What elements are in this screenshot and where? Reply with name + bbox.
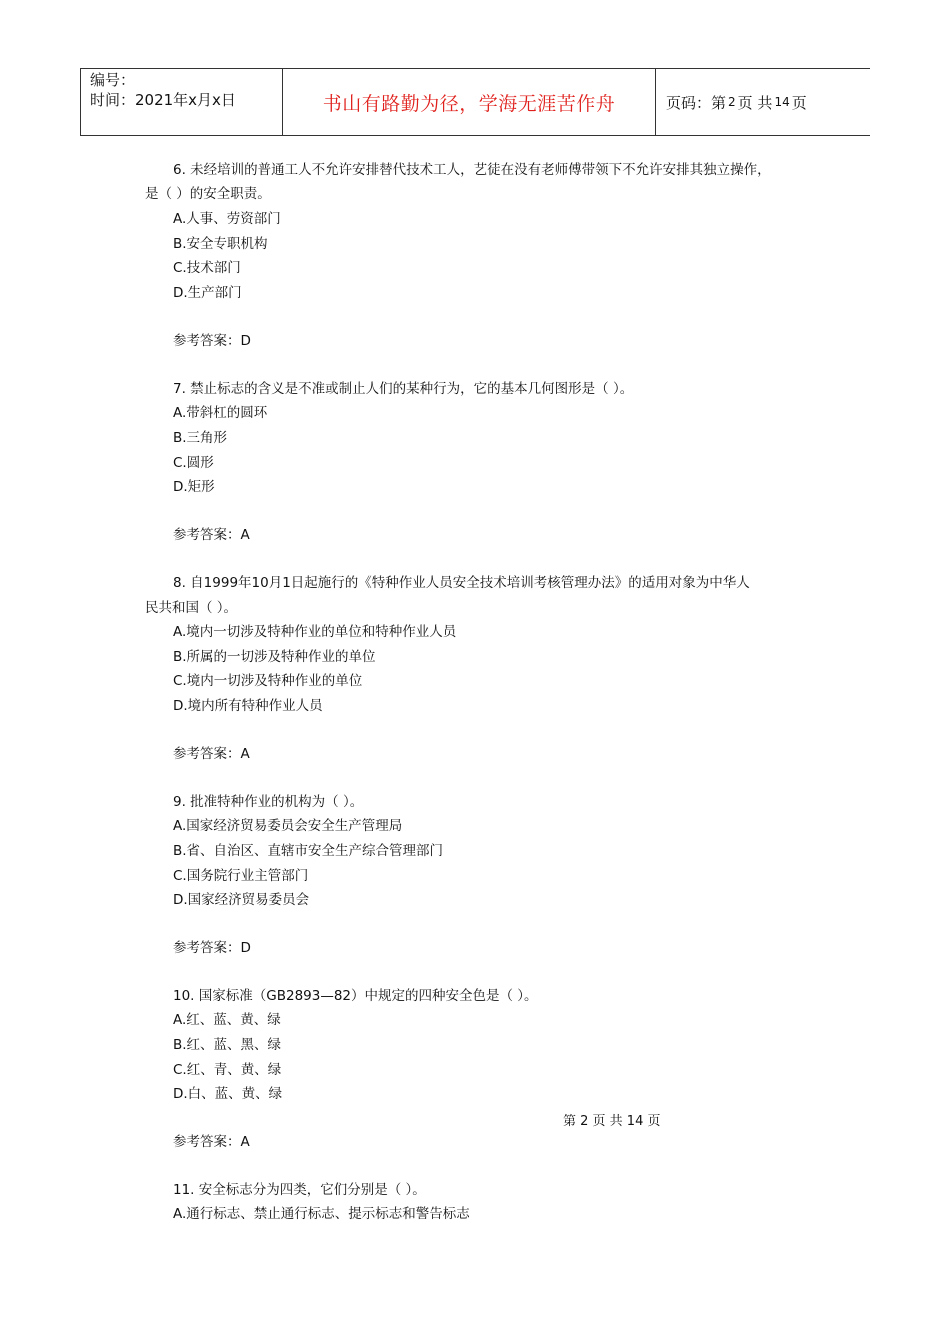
doc-id-label: 编号： (90, 71, 136, 89)
page-total: 14 (774, 95, 790, 109)
page-header (80, 68, 870, 136)
question-9-option-c: C.国务院行业主管部门 (173, 868, 309, 884)
question-8-answer: 参考答案：A (173, 746, 250, 762)
question-8-option-a: A.境内一切涉及特种作业的单位和特种作业人员 (173, 624, 457, 640)
question-7-stem: 7. 禁止标志的含义是不准或制止人们的某种行为，它的基本几何图形是（ ）。 (173, 381, 634, 397)
page-mid: 页 共 (737, 93, 773, 112)
question-9-option-b: B.省、自治区、直辖市安全生产综合管理部门 (173, 843, 444, 859)
header-slogan: 书山有路勤为径，学海无涯苦作舟 (283, 69, 656, 135)
page-footer-number: 第 2 页 共 14 页 (563, 1114, 661, 1129)
page-suffix: 页 (791, 93, 807, 112)
question-8-option-d: D.境内所有特种作业人员 (173, 698, 323, 714)
question-8-option-b: B.所属的一切涉及特种作业的单位 (173, 649, 376, 665)
question-6-option-c: C.技术部门 (173, 260, 241, 276)
question-6-option-d: D.生产部门 (173, 285, 242, 301)
question-10-option-c: C.红、青、黄、绿 (173, 1062, 282, 1078)
question-7-option-d: D.矩形 (173, 479, 215, 495)
question-9-stem: 9. 批准特种作业的机构为（ ）。 (173, 794, 364, 810)
page-current: 2 (728, 95, 736, 109)
question-9-option-d: D.国家经济贸易委员会 (173, 892, 310, 908)
page-prefix: 页码：第 (666, 93, 727, 112)
question-10-option-d: D.白、蓝、黄、绿 (173, 1086, 283, 1102)
question-7-option-b: B.三角形 (173, 430, 228, 446)
question-6-stem-cont: 是（ ）的安全职责。 (145, 186, 271, 202)
doc-time-label: 时间：2021年x月x日 (90, 91, 236, 109)
question-6-option-b: B.安全专职机构 (173, 236, 268, 252)
question-10-option-b: B.红、蓝、黑、绿 (173, 1037, 282, 1053)
question-6-option-a: A.人事、劳资部门 (173, 211, 281, 227)
question-10-stem: 10. 国家标准（GB2893—82）中规定的四种安全色是（ ）。 (173, 988, 538, 1004)
question-6-stem: 6. 未经培训的普通工人不允许安排替代技术工人，艺徒在没有老师傅带领下不允许安排其独立操作， (173, 162, 771, 178)
question-10-answer: 参考答案：A (173, 1134, 250, 1150)
question-7-option-c: C.圆形 (173, 455, 214, 471)
question-10-option-a: A.红、蓝、黄、绿 (173, 1012, 281, 1028)
question-8-option-c: C.境内一切涉及特种作业的单位 (173, 673, 363, 689)
question-8-stem-cont: 民共和国（ ）。 (145, 600, 238, 616)
header-page-indicator (656, 69, 870, 135)
header-meta-cell (81, 69, 283, 135)
question-9-answer: 参考答案：D (173, 940, 251, 956)
question-11-stem: 11. 安全标志分为四类，它们分别是（ ）。 (173, 1182, 426, 1198)
question-8-stem: 8. 自1999年10月1日起施行的《特种作业人员安全技术培训考核管理办法》的适用对象为中华人 (173, 575, 750, 591)
question-9-option-a: A.国家经济贸易委员会安全生产管理局 (173, 818, 403, 834)
question-7-option-a: A.带斜杠的圆环 (173, 405, 268, 421)
question-11-option-a: A.通行标志、禁止通行标志、提示标志和警告标志 (173, 1206, 470, 1222)
question-7-answer: 参考答案：A (173, 527, 250, 543)
question-6-answer: 参考答案：D (173, 333, 251, 349)
